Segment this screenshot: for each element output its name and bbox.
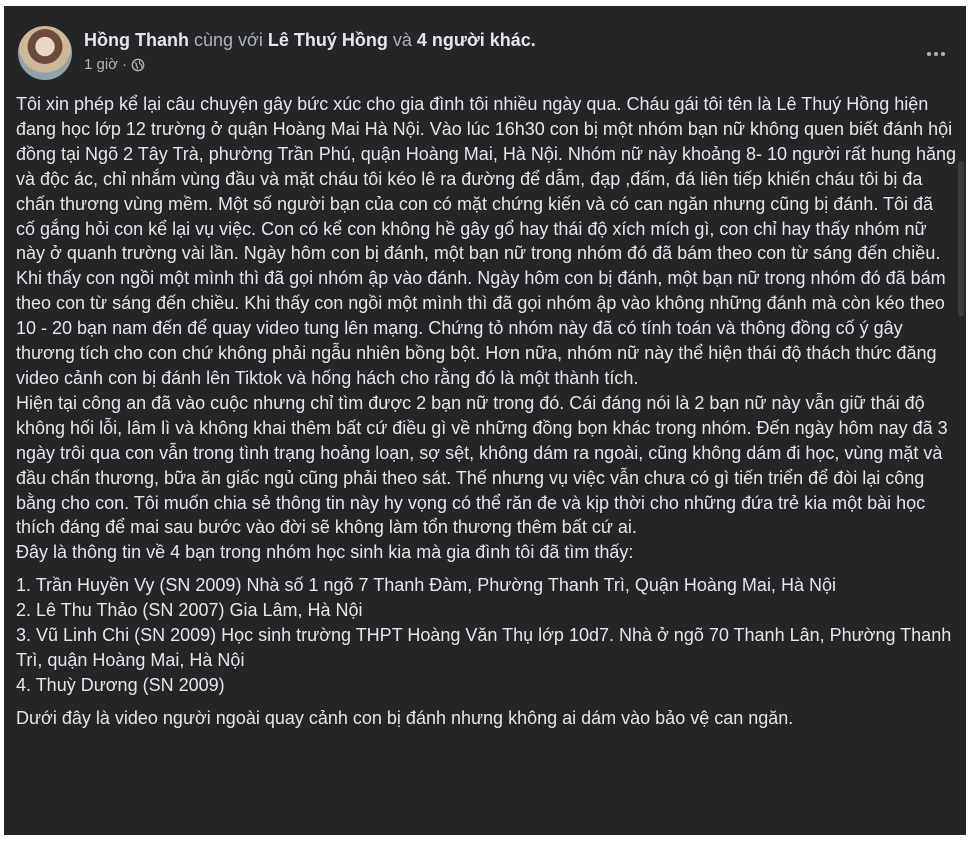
post-paragraph-3: Đây là thông tin về 4 bạn trong nhóm học sinh kia mà gia đình tôi đã tìm thấy: (16, 542, 634, 563)
list-item: 3. Vũ Linh Chi (SN 2009) Học sinh trường THPT Hoàng Văn Thụ lớp 10d7. Nhà ở ngõ 70 Thanh Lân, Phường Thanh Trì, quận Hoàng Mai, Hà Nội (16, 625, 952, 670)
more-options-icon[interactable] (922, 44, 950, 64)
and-text: và (392, 30, 412, 50)
post-header (4, 6, 966, 86)
post-meta (84, 56, 145, 73)
author-name[interactable]: Hồng Thanh (84, 30, 189, 50)
facebook-post (4, 6, 966, 835)
others-link[interactable]: 4 người khác. (416, 30, 536, 50)
post-closing: Dưới đây là video người ngoài quay cảnh con bị đánh nhưng không ai dám vào bảo vệ can ngăn. (16, 707, 794, 728)
post-paragraph-1: Tôi xin phép kể lại câu chuyện gây bức xúc cho gia đình tôi nhiều ngày qua. Cháu gái tôi tên là Lê Thuý Hồng hiện đang học lớp 12 trường ở quận Hoàng Mai Hà Nội. Vào lúc 16h30 con bị một nhóm bạn nữ không quen biết đánh hội đồng tại Ngõ 2 Tây Trà, phường Trần Phú, quận Hoàng Mai, Hà Nội. Nhóm nữ này khoảng 8- 10 người rất hung hăng và độc ác, chỉ nhắm vùng đầu và mặt cháu tôi kéo lê ra đường để dẫm, đạp ,đấm, đá liên tiếp khiến cháu tôi bị đa chấn thương vùng mềm. Một số người bạn của con có mặt chứng kiến và có can ngăn nhưng cũng bị đánh. Tôi đã cố gắng hỏi con kể lại vụ việc. Con có kể con không hề gây gổ hay thái độ xích mích gì, con chỉ hay thấy nhóm nữ này ở quanh trường vài lần. Ngày hôm con bị đánh, một bạn nữ trong nhóm đó đã bám theo con từ sáng đến chiều. Khi thấy con ngồi một mình thì đã gọi nhóm ập vào đánh. Ngày hôm con bị đánh, một bạn nữ trong nhóm đó đã bám theo con từ sáng đến chiều. Khi thấy con ngồi một mình thì đã gọi nhóm ập vào không những đánh mà còn kéo theo 10 - 20 bạn nam đến để quay video tung lên mạng. Chứng tỏ nhóm này đã có tính toán và thông đồng cố ý gây thương tích cho con chứ không phải ngẫu nhiên bồng bột. Hơn nữa, nhóm nữ này thể hiện thái độ thách thức đăng video cảnh con bị đánh lên Tiktok và hống hách cho rằng đó là một thành tích. (16, 94, 956, 388)
post-body (16, 92, 956, 731)
with-text: cùng với (194, 30, 263, 50)
globe-icon[interactable] (131, 58, 145, 72)
author-avatar[interactable] (18, 26, 72, 80)
author-line (84, 30, 536, 51)
meta-separator: · (122, 56, 128, 73)
list-item: 2. Lê Thu Thảo (SN 2007) Gia Lâm, Hà Nội (16, 600, 363, 621)
spacer (16, 698, 956, 706)
list-item: 1. Trần Huyền Vy (SN 2009) Nhà số 1 ngõ 7 Thanh Đàm, Phường Thanh Trì, Quận Hoàng Mai, Hà Nội (16, 575, 836, 596)
list-item: 4. Thuỳ Dương (SN 2009) (16, 674, 225, 695)
post-paragraph-2: Hiện tại công an đã vào cuộc nhưng chỉ tìm được 2 bạn nữ trong đó. Cái đáng nói là 2 bạn nữ này vẫn giữ thái độ không hối lỗi, lâm lì và không khai thêm bất cứ điều gì về những đồng bọn khác trong nhóm. Đến ngày hôm nay đã 3 ngày trôi qua con vẫn trong tình trạng hoảng loạn, sợ sệt, không dám ra ngoài, cũng không dám đi học, vùng mặt và đầu chấn thương, bữa ăn giấc ngủ cũng phải theo sát. Thế nhưng vụ việc vẫn chưa có gì tiến triển để đòi lại công bằng cho con. Tôi muốn chia sẻ thông tin này hy vọng có thể răn đe và kịp thời cho những đứa trẻ kia một bài học thích đáng để mai sau bước vào đời sẽ không làm tổn thương thêm bất cứ ai. (16, 392, 948, 538)
scrollbar[interactable] (958, 161, 964, 316)
post-time[interactable]: 1 giờ (84, 56, 119, 73)
spacer (16, 565, 956, 573)
tagged-person[interactable]: Lê Thuý Hồng (267, 30, 388, 50)
